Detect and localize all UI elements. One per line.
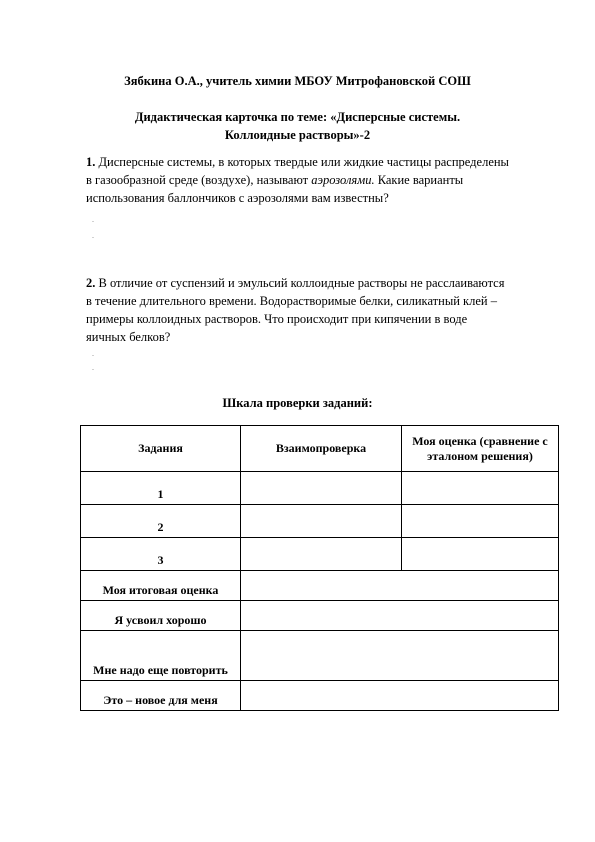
- task-1-number: 1.: [86, 155, 96, 169]
- summary-answer-cell[interactable]: [241, 571, 559, 601]
- task-2-line-1: 2. В отличие от суспензий и эмульсий коллоидные растворы не расслаиваются: [86, 276, 505, 290]
- peer-check-cell[interactable]: [241, 538, 402, 571]
- table-row: [81, 631, 559, 681]
- task-2-number: 2.: [86, 276, 96, 290]
- task-2-line-3: примеры коллоидных растворов. Что происходит при кипячении в воде: [86, 312, 468, 326]
- answer-marker: .: [92, 215, 94, 224]
- self-grade-cell[interactable]: [402, 505, 559, 538]
- peer-check-cell[interactable]: [241, 505, 402, 538]
- task-number-cell: 2: [81, 505, 241, 538]
- table-row: [81, 601, 559, 631]
- assessment-table: [80, 425, 559, 711]
- table-row: [81, 571, 559, 601]
- term-aerosols: аэрозолями.: [311, 173, 375, 187]
- header-tasks: Задания: [81, 426, 241, 472]
- task-2-line-4: яичных белков?: [86, 330, 171, 344]
- author-line: Зябкина О.А., учитель химии МБОУ Митрофановской СОШ: [124, 74, 471, 88]
- table-row: [81, 472, 559, 505]
- table-row: [81, 538, 559, 571]
- summary-answer-cell[interactable]: [241, 681, 559, 711]
- answer-marker: .: [92, 231, 94, 240]
- task-2-line-2: в течение длительного времени. Водорастворимые белки, силикатный клей –: [86, 294, 497, 308]
- summary-label: Я усвоил хорошо: [81, 601, 241, 631]
- self-grade-cell[interactable]: [402, 472, 559, 505]
- table-row: [81, 505, 559, 538]
- table-header-row: [81, 426, 559, 472]
- table-row: [81, 681, 559, 711]
- summary-answer-cell[interactable]: [241, 601, 559, 631]
- card-title-line-2: Коллоидные растворы»-2: [224, 128, 371, 142]
- self-grade-cell[interactable]: [402, 538, 559, 571]
- task-1-line-1: 1. Дисперсные системы, в которых твердые или жидкие частицы распределены: [86, 155, 509, 169]
- header-peer-check: Взаимопроверка: [241, 426, 402, 472]
- task-number-cell: 1: [81, 472, 241, 505]
- task-1-line-3: использования баллончиков с аэрозолями вам известны?: [86, 191, 389, 205]
- answer-marker: .: [92, 363, 94, 372]
- summary-label: Моя итоговая оценка: [81, 571, 241, 601]
- scale-title: Шкала проверки заданий:: [222, 396, 373, 410]
- summary-answer-cell[interactable]: [241, 631, 559, 681]
- task-1-line-2: в газообразной среде (воздухе), называют аэрозолями. Какие варианты: [86, 173, 464, 187]
- header-self-grade: Моя оценка (сравнение с эталоном решения): [402, 426, 559, 472]
- answer-marker: .: [92, 349, 94, 358]
- card-title-line-1: Дидактическая карточка по теме: «Дисперсные системы.: [134, 110, 461, 124]
- summary-label: Это – новое для меня: [81, 681, 241, 711]
- summary-label: Мне надо еще повторить: [81, 631, 241, 681]
- peer-check-cell[interactable]: [241, 472, 402, 505]
- task-number-cell: 3: [81, 538, 241, 571]
